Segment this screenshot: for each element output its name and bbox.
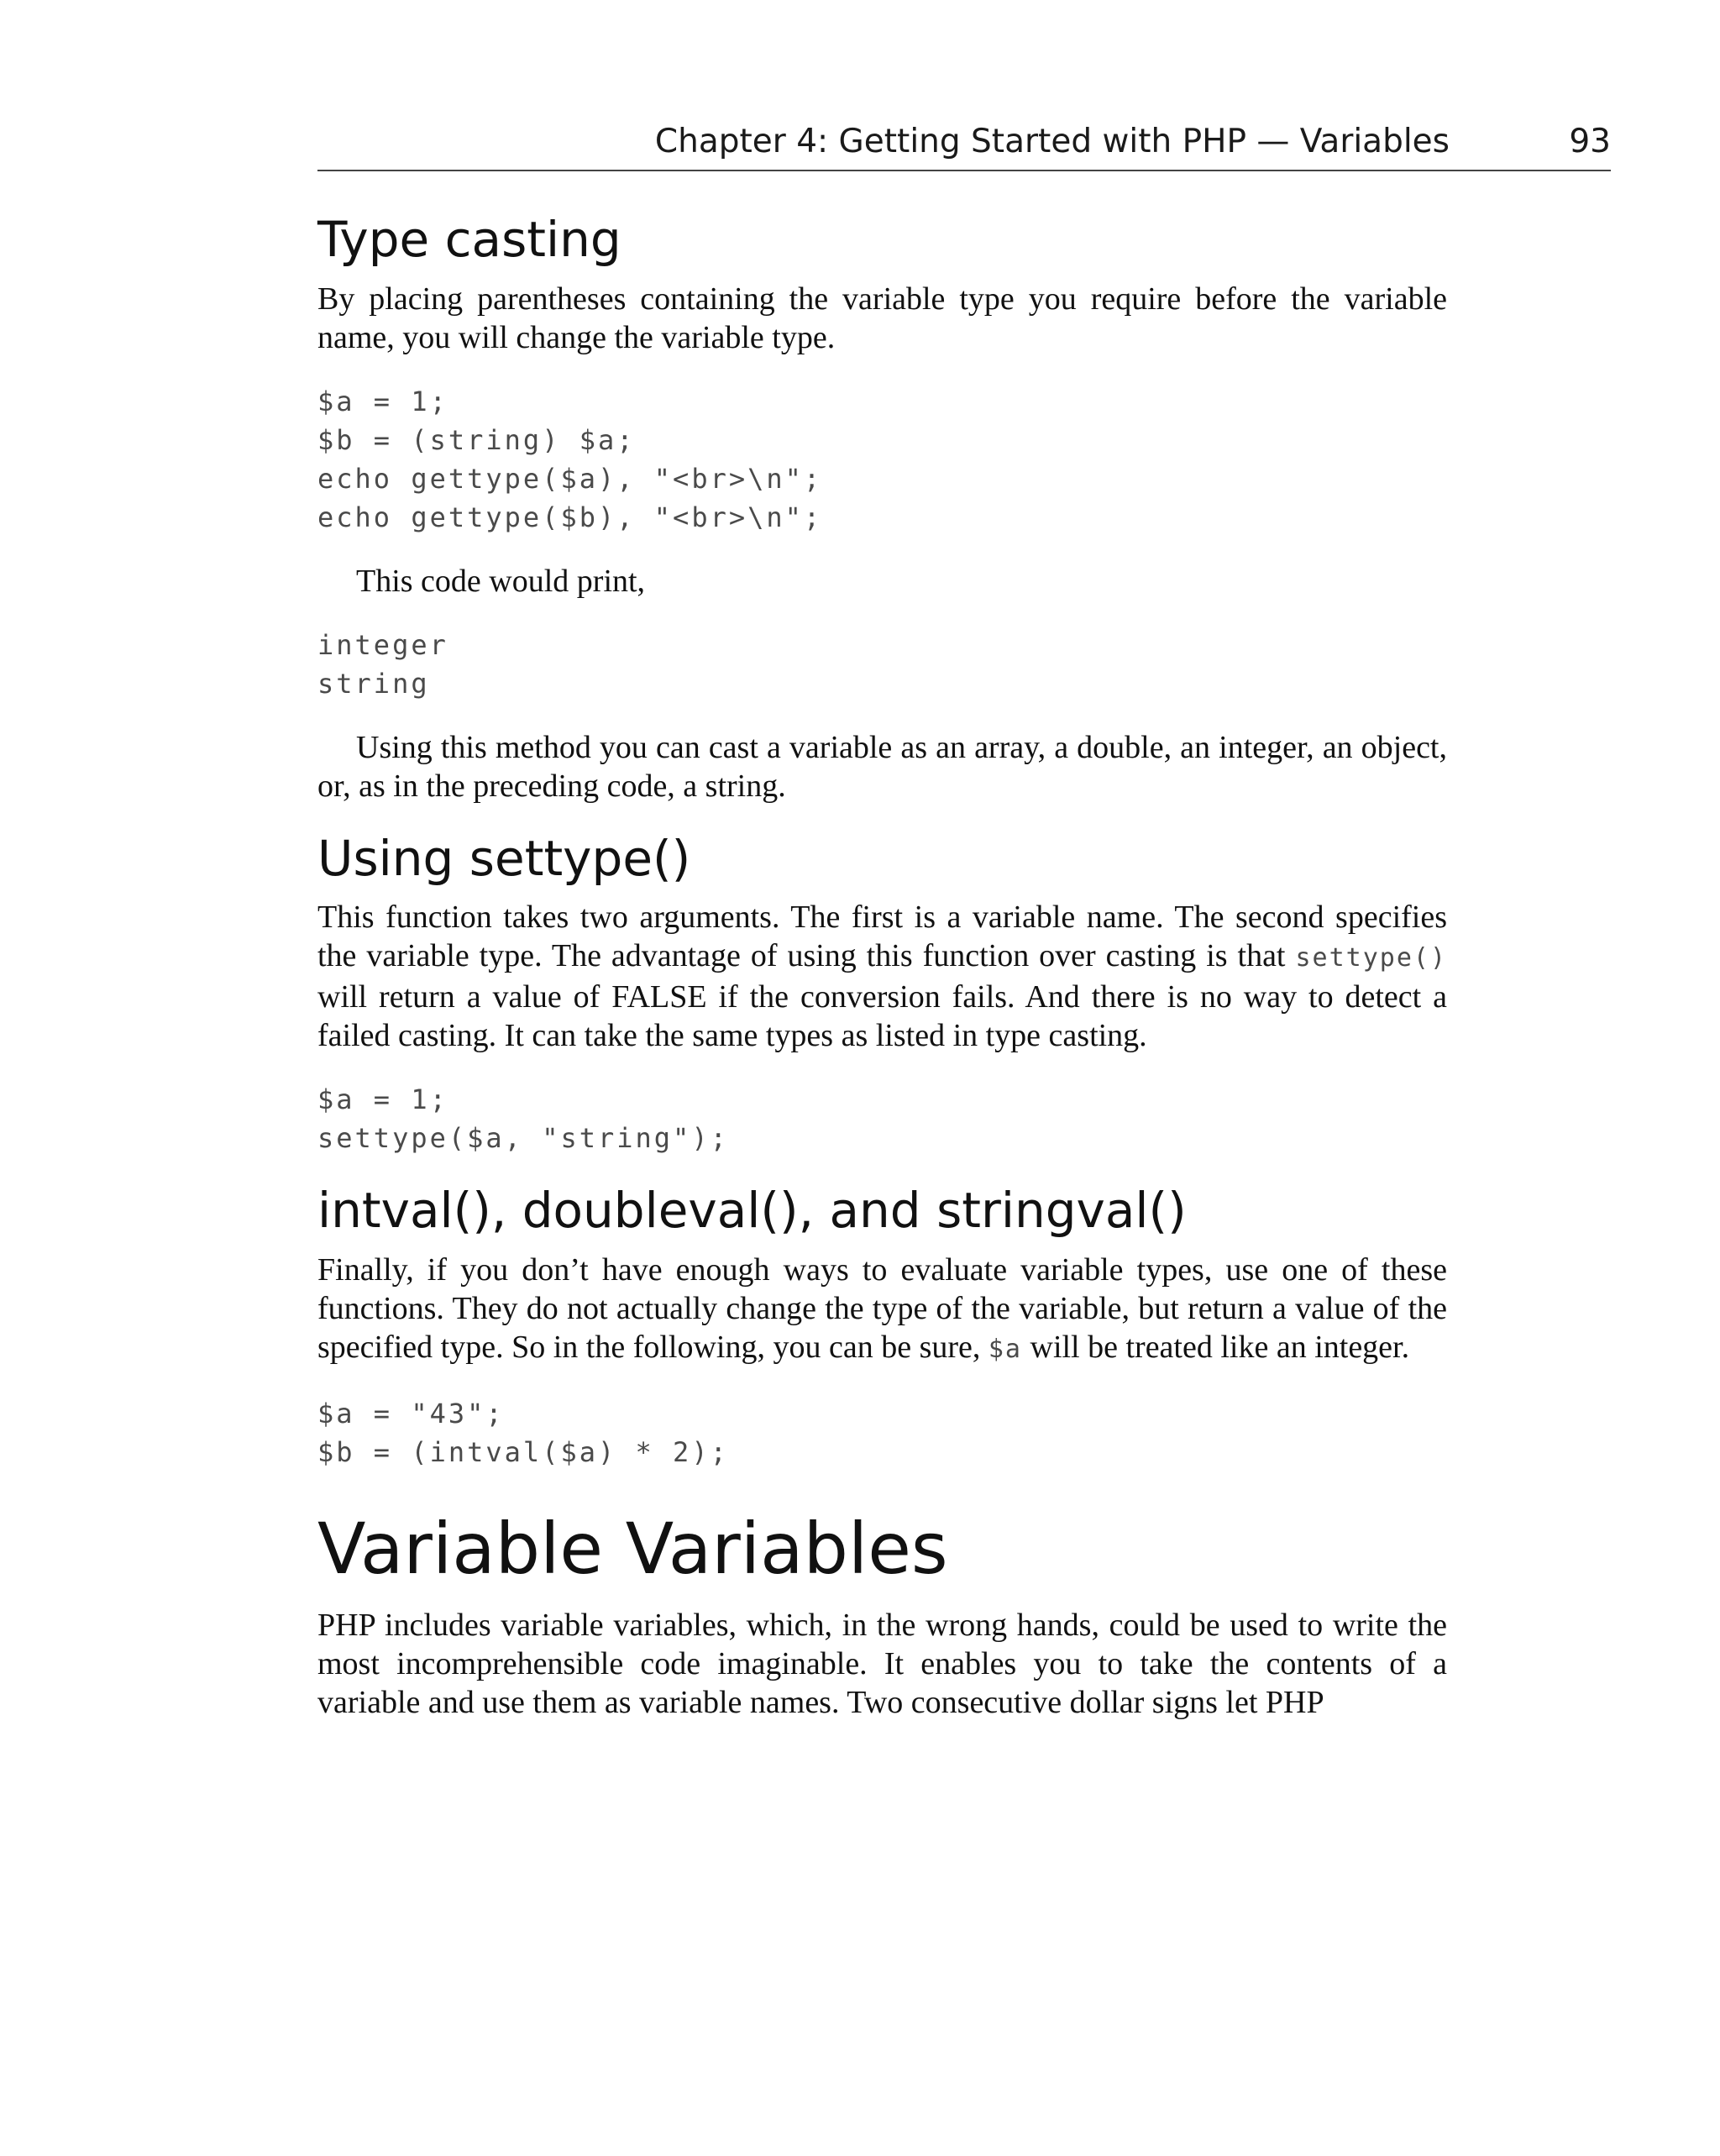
section-heading-type-casting: Type casting	[317, 211, 621, 268]
section-heading-intval: intval(), doubleval(), and stringval()	[317, 1182, 1187, 1240]
page-content	[317, 212, 1447, 1722]
variable-variables-paragraph: PHP includes variable variables, which, in the wrong hands, could be used to write the most incomprehensible code imaginable. It enables you to take the contents of a variable and use them as variable names. Two consecutive dollar signs let PHP	[317, 1608, 1447, 1721]
section-heading-settype: Using settype()	[317, 829, 691, 887]
intval-code-block: $a = "43"; $b = (intval($a) * 2);	[317, 1398, 729, 1469]
settype-inline-code: settype()	[1295, 943, 1448, 973]
intval-inline-code: $a	[988, 1335, 1022, 1365]
settype-code-block: $a = 1; settype($a, "string");	[317, 1083, 729, 1155]
page-number: 93	[1569, 123, 1611, 160]
intval-paragraph	[317, 1251, 1447, 1369]
type-casting-intro: By placing parentheses containing the variable type you require before the variable name, you will change the variable type.	[317, 281, 1447, 355]
running-title: Chapter 4: Getting Started with PHP — Variables	[654, 123, 1450, 160]
intval-text-after: will be treated like an integer.	[1030, 1330, 1410, 1366]
settype-text-after: will return a value of FALSE if the conversion fails. And there is no way to detect a failed casting. It can take the same types as listed in type casting.	[317, 979, 1447, 1054]
type-casting-print-intro: This code would print,	[356, 563, 646, 599]
settype-paragraph	[317, 898, 1447, 1055]
type-casting-outro: Using this method you can cast a variable as an array, a double, an integer, an object, or, as in the preceding code, a string.	[317, 729, 1447, 804]
running-header	[317, 116, 1611, 171]
section-heading-variable-variables: Variable Variables	[317, 1508, 948, 1591]
settype-text-before: This function takes two arguments. The first is a variable name. The second specifies the variable type. The advantage of using this function over casting is that	[317, 900, 1447, 974]
type-casting-output-block: integer string	[317, 628, 448, 700]
intval-text-before: Finally, if you don’t have enough ways to evaluate variable types, use one of these functions. They do not actually change the type of the variable, but return a value of the specified type. So in the following, you can be sure,	[317, 1252, 1447, 1366]
type-casting-code-block: $a = 1; $b = (string) $a; echo gettype($a), "<br>\n"; echo gettype($b), "<br>\n";	[317, 385, 823, 533]
